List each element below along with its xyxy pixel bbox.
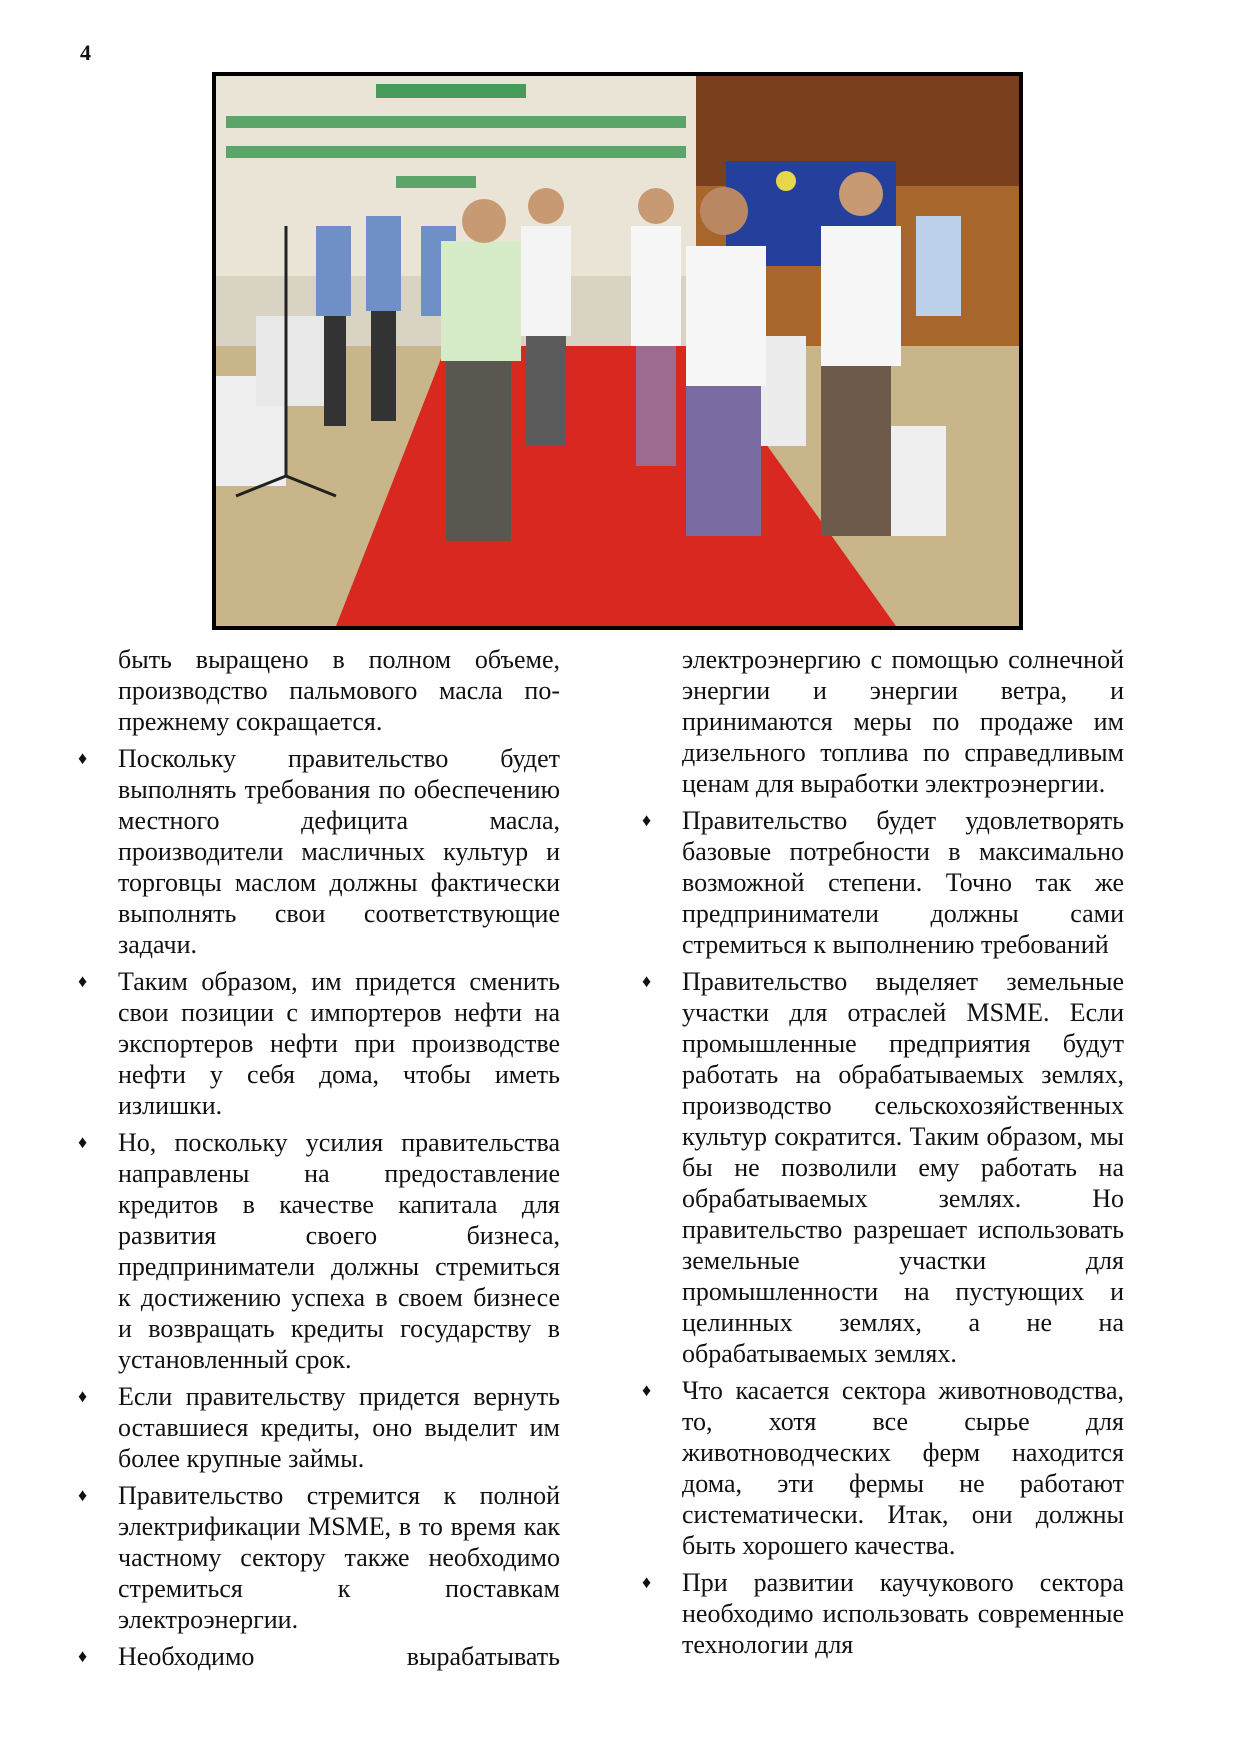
diamond-bullet-icon: ♦ (642, 1572, 652, 1592)
list-item: ♦ Но, поскольку усилия правительства направлены на предоставление кредитов в качестве капитала для развития своего бизнеса, предприниматели должны стремиться к достижению успеха в своем бизнесе и возвращать кредиты государству в установленный срок. (78, 1128, 560, 1374)
photo-illustration (216, 76, 1019, 626)
diamond-bullet-icon: ♦ (642, 1380, 652, 1400)
diamond-bullet-icon: ♦ (78, 971, 88, 991)
right-column (640, 644, 1124, 1666)
diamond-bullet-icon: ♦ (642, 971, 652, 991)
list-item: ♦ Правительство стремится к полной электрификации MSME, в то время как частному сектору также необходимо стремиться к поставкам электроэнергии. (78, 1481, 560, 1634)
left-column (76, 644, 560, 1678)
list-item: ♦ Правительство выделяет земельные участки для отраслей MSME. Если промышленные предприятия будут работать на обрабатываемых землях, производство сельскохозяйственных культур сократится. Таким образом, мы бы не позволили ему работать на обрабатываемых землях. Но правительство разрешает использовать земельные участки для промышленности на пустующих и целинных землях, а не на обрабатываемых землях. (642, 967, 1124, 1368)
page-number: 4 (80, 40, 91, 65)
event-photo (212, 72, 1023, 630)
diamond-bullet-icon: ♦ (78, 1132, 88, 1152)
list-item: ♦ Что касается сектора животноводства, то, хотя все сырье для животноводческих ферм находится дома, эти фермы не работают систематически. Итак, они должны быть хорошего качества. (642, 1376, 1124, 1560)
list-item: ♦ Необходимо вырабатывать (78, 1642, 560, 1671)
diamond-bullet-icon: ♦ (78, 1485, 88, 1505)
list-item: ♦ Таким образом, им придется сменить свои позиции с импортеров нефти на экспортеров нефти при производстве нефти у себя дома, чтобы иметь излишки. (78, 967, 560, 1120)
diamond-bullet-icon: ♦ (78, 748, 88, 768)
diamond-bullet-icon: ♦ (642, 810, 652, 830)
diamond-bullet-icon: ♦ (78, 1386, 88, 1406)
list-item: ♦ Поскольку правительство будет выполнять требования по обеспечению местного дефицита масла, производители масличных культур и торговцы маслом должны фактически выполнять свои соответствующие задачи. (78, 744, 560, 959)
right-continuation-paragraph: электроэнергию с помощью солнечной энергии и энергии ветра, и принимаются меры по продаже им дизельного топлива по справедливым ценам для выработки электроэнергии. (682, 645, 1124, 798)
list-item: ♦ Правительство будет удовлетворять базовые потребности в максимально возможной степени. Точно так же предприниматели должны сами стремиться к выполнению требований (642, 806, 1124, 959)
list-item: ♦ Если правительству придется вернуть оставшиеся кредиты, оно выделит им более крупные займы. (78, 1382, 560, 1473)
left-continuation-paragraph: быть выращено в полном объеме, производство пальмового масла по-прежнему сокращается. (118, 645, 560, 736)
diamond-bullet-icon: ♦ (78, 1646, 88, 1666)
list-item: ♦ При развитии каучукового сектора необходимо использовать современные технологии для (642, 1568, 1124, 1659)
